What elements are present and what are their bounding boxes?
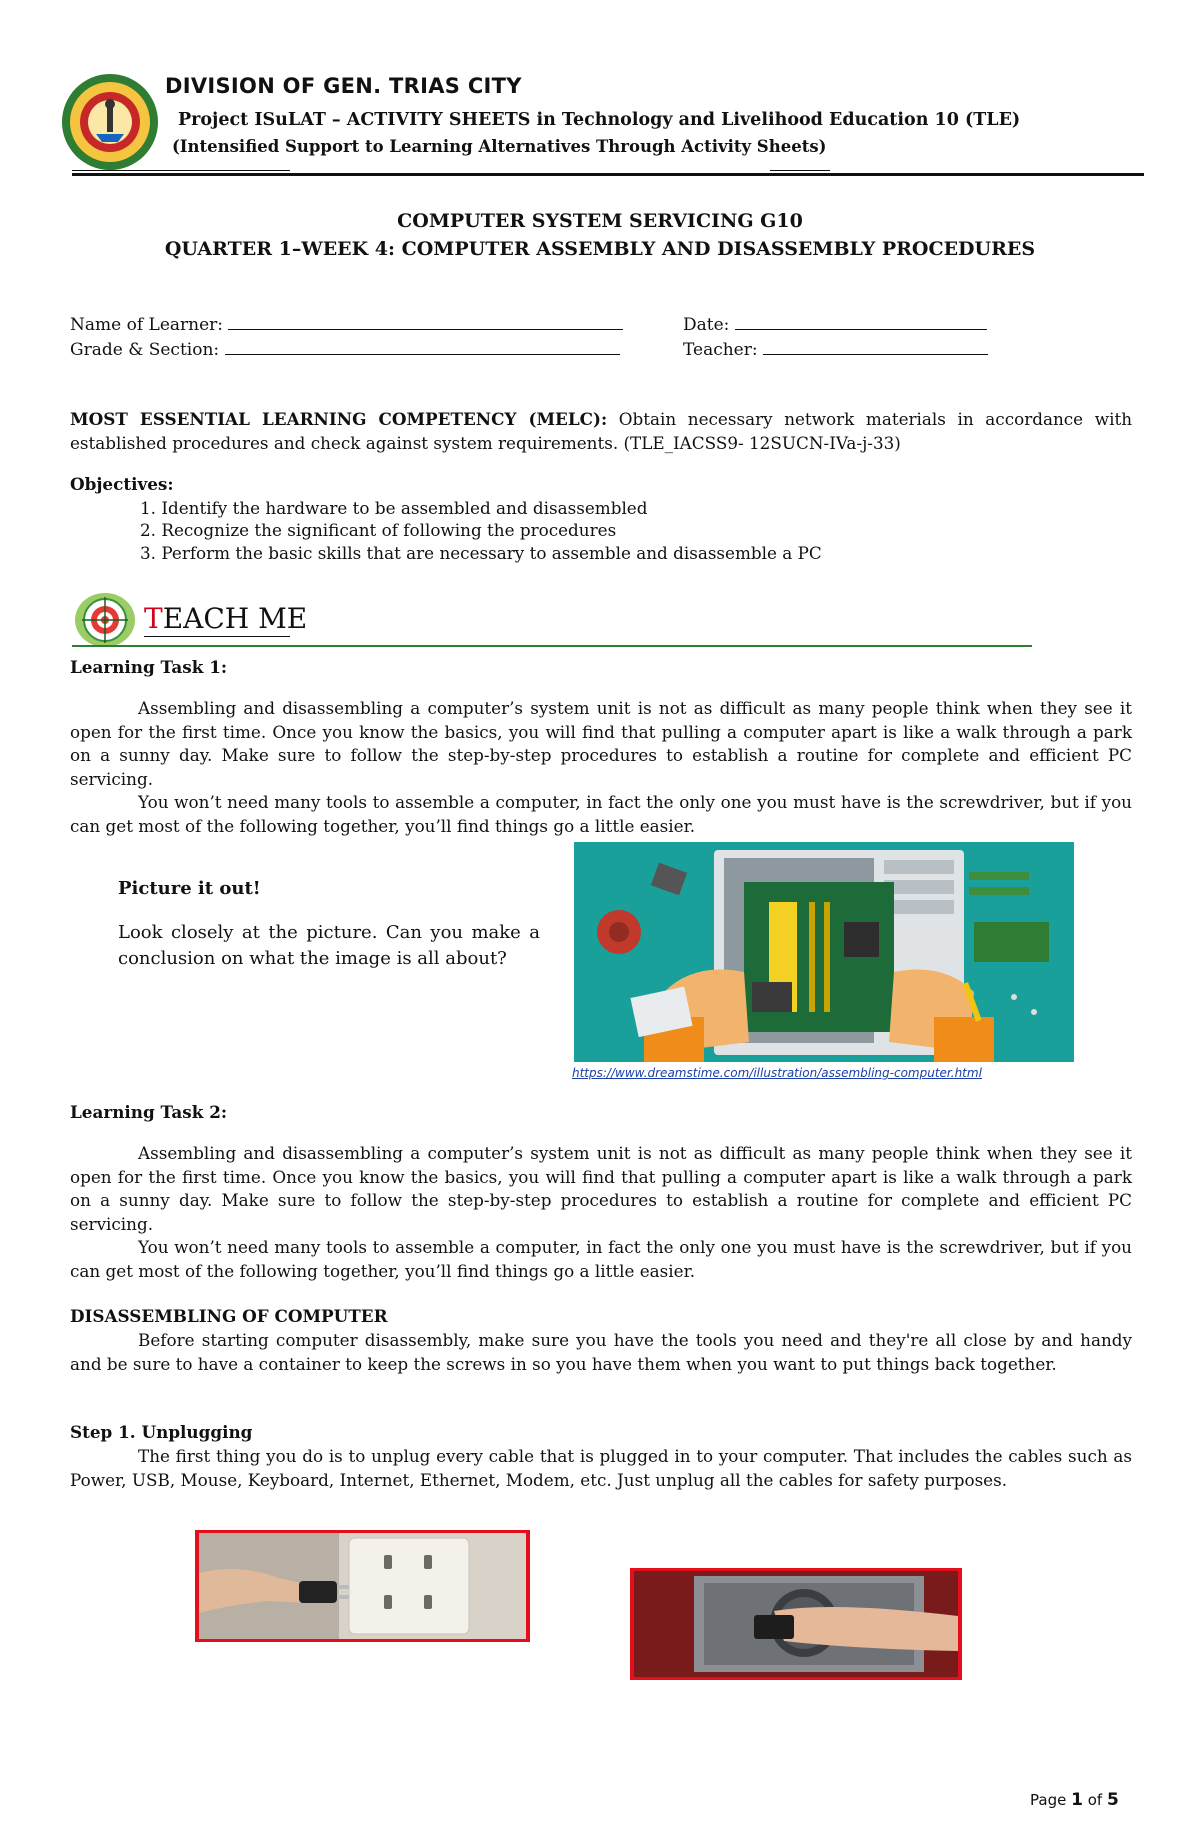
current-page: 1 — [1071, 1790, 1083, 1810]
teacher-line[interactable] — [763, 340, 988, 355]
disassembling-paragraph: Before starting computer disassembly, make sure you have the tools you need and they're all close by and handy and be sure to have a container to keep the screws in so you have them when you want to put things back together. — [70, 1330, 1132, 1374]
task2-paragraph-2: You won’t need many tools to assemble a computer, in fact the only one you must have is the screwdriver, but if you can get most of the following together, you’ll find things go a little easier. — [70, 1237, 1132, 1281]
task1-label: Learning Task 1: — [70, 657, 228, 677]
picture-prompt: Look closely at the picture. Can you make a conclusion on what the image is all about? — [118, 922, 540, 969]
grade-line[interactable] — [225, 340, 620, 355]
teach-me-first-letter: T — [144, 602, 163, 635]
header-rule-thin — [72, 170, 290, 171]
melc-label: MOST ESSENTIAL LEARNING COMPETENCY (MELC): — [70, 409, 608, 429]
header-rule — [72, 173, 1144, 176]
total-pages: 5 — [1106, 1790, 1119, 1810]
step1-paragraph: The first thing you do is to unplug every cable that is plugged in to your computer. That includes the cables such as Power, USB, Mouse, Keyboard, Internet, Ethernet, Modem, etc. Just unplug all the cables for safety purposes. — [70, 1446, 1132, 1490]
objectives-label: Objectives: — [70, 474, 174, 494]
date-field[interactable] — [683, 315, 987, 335]
course-title: COMPUTER SYSTEM SERVICING G10 — [397, 210, 803, 232]
disassembling-heading: DISASSEMBLING OF COMPUTER — [70, 1306, 388, 1326]
unplug-wall-outlet-photo — [195, 1530, 530, 1642]
task1-paragraph-1: Assembling and disassembling a computer’s system unit is not as difficult as many people think when they see it open for the first time. Once you know the basics, you will find that pulling a computer apart is like a walk through a park on a sunny day. Make sure to follow the step-by-step procedures to establish a routine for complete and efficient PC servicing. — [70, 698, 1132, 789]
section-rule — [72, 645, 1032, 647]
grade-field[interactable] — [70, 340, 620, 360]
teacher-field[interactable] — [683, 340, 988, 360]
page-number — [1030, 1790, 1119, 1810]
date-label: Date: — [683, 315, 730, 335]
division-seal — [60, 72, 160, 172]
page-word: Page — [1030, 1791, 1072, 1809]
objective-item: 3. Perform the basic skills that are necessary to assemble and disassemble a PC — [140, 543, 822, 563]
division-name: DIVISION OF GEN. TRIAS CITY — [165, 74, 522, 98]
grade-label: Grade & Section: — [70, 340, 220, 360]
melc-text: Obtain necessary network materials in accordance with established procedures and check against system requirements. (TLE_IACSS9- 12SUCN-IVa-j-33) — [70, 409, 1132, 453]
target-icon — [74, 592, 136, 648]
step1-heading: Step 1. Unplugging — [70, 1422, 253, 1442]
task2-label: Learning Task 2: — [70, 1102, 228, 1122]
melc-paragraph — [70, 408, 1132, 455]
project-title: Project ISuLAT – ACTIVITY SHEETS in Technology and Livelihood Education 10 (TLE) — [178, 110, 1021, 130]
picture-heading: Picture it out! — [118, 878, 261, 899]
of-word: of — [1082, 1791, 1107, 1809]
teach-me-underline — [144, 636, 290, 637]
name-line[interactable] — [228, 315, 623, 330]
assembling-computer-illustration — [574, 842, 1074, 1062]
objective-item: 2. Recognize the significant of following the procedures — [140, 520, 617, 540]
task1-paragraph-2: You won’t need many tools to assemble a computer, in fact the only one you must have is the screwdriver, but if you can get most of the following together, you’ll find things go a little easier. — [70, 792, 1132, 836]
name-label: Name of Learner: — [70, 315, 223, 335]
project-subtitle: (Intensified Support to Learning Alternatives Through Activity Sheets) — [172, 137, 827, 156]
image-credit-link[interactable]: https://www.dreamstime.com/illustration/assembling-computer.html — [572, 1066, 982, 1080]
task2-paragraph-1: Assembling and disassembling a computer’s system unit is not as difficult as many people think when they see it open for the first time. Once you know the basics, you will find that pulling a computer apart is like a walk through a park on a sunny day. Make sure to follow the step-by-step procedures to establish a routine for complete and efficient PC servicing. — [70, 1143, 1132, 1234]
objective-item: 1. Identify the hardware to be assembled and disassembled — [140, 498, 648, 518]
unplug-power-supply-photo — [630, 1568, 962, 1680]
header-rule-thin — [770, 170, 830, 171]
teacher-label: Teacher: — [683, 340, 758, 360]
date-line[interactable] — [735, 315, 987, 330]
week-title: QUARTER 1–WEEK 4: COMPUTER ASSEMBLY AND DISASSEMBLY PROCEDURES — [164, 238, 1036, 260]
teach-me-rest: EACH ME — [162, 602, 308, 635]
name-field[interactable] — [70, 315, 623, 335]
teach-me-heading — [144, 602, 307, 635]
